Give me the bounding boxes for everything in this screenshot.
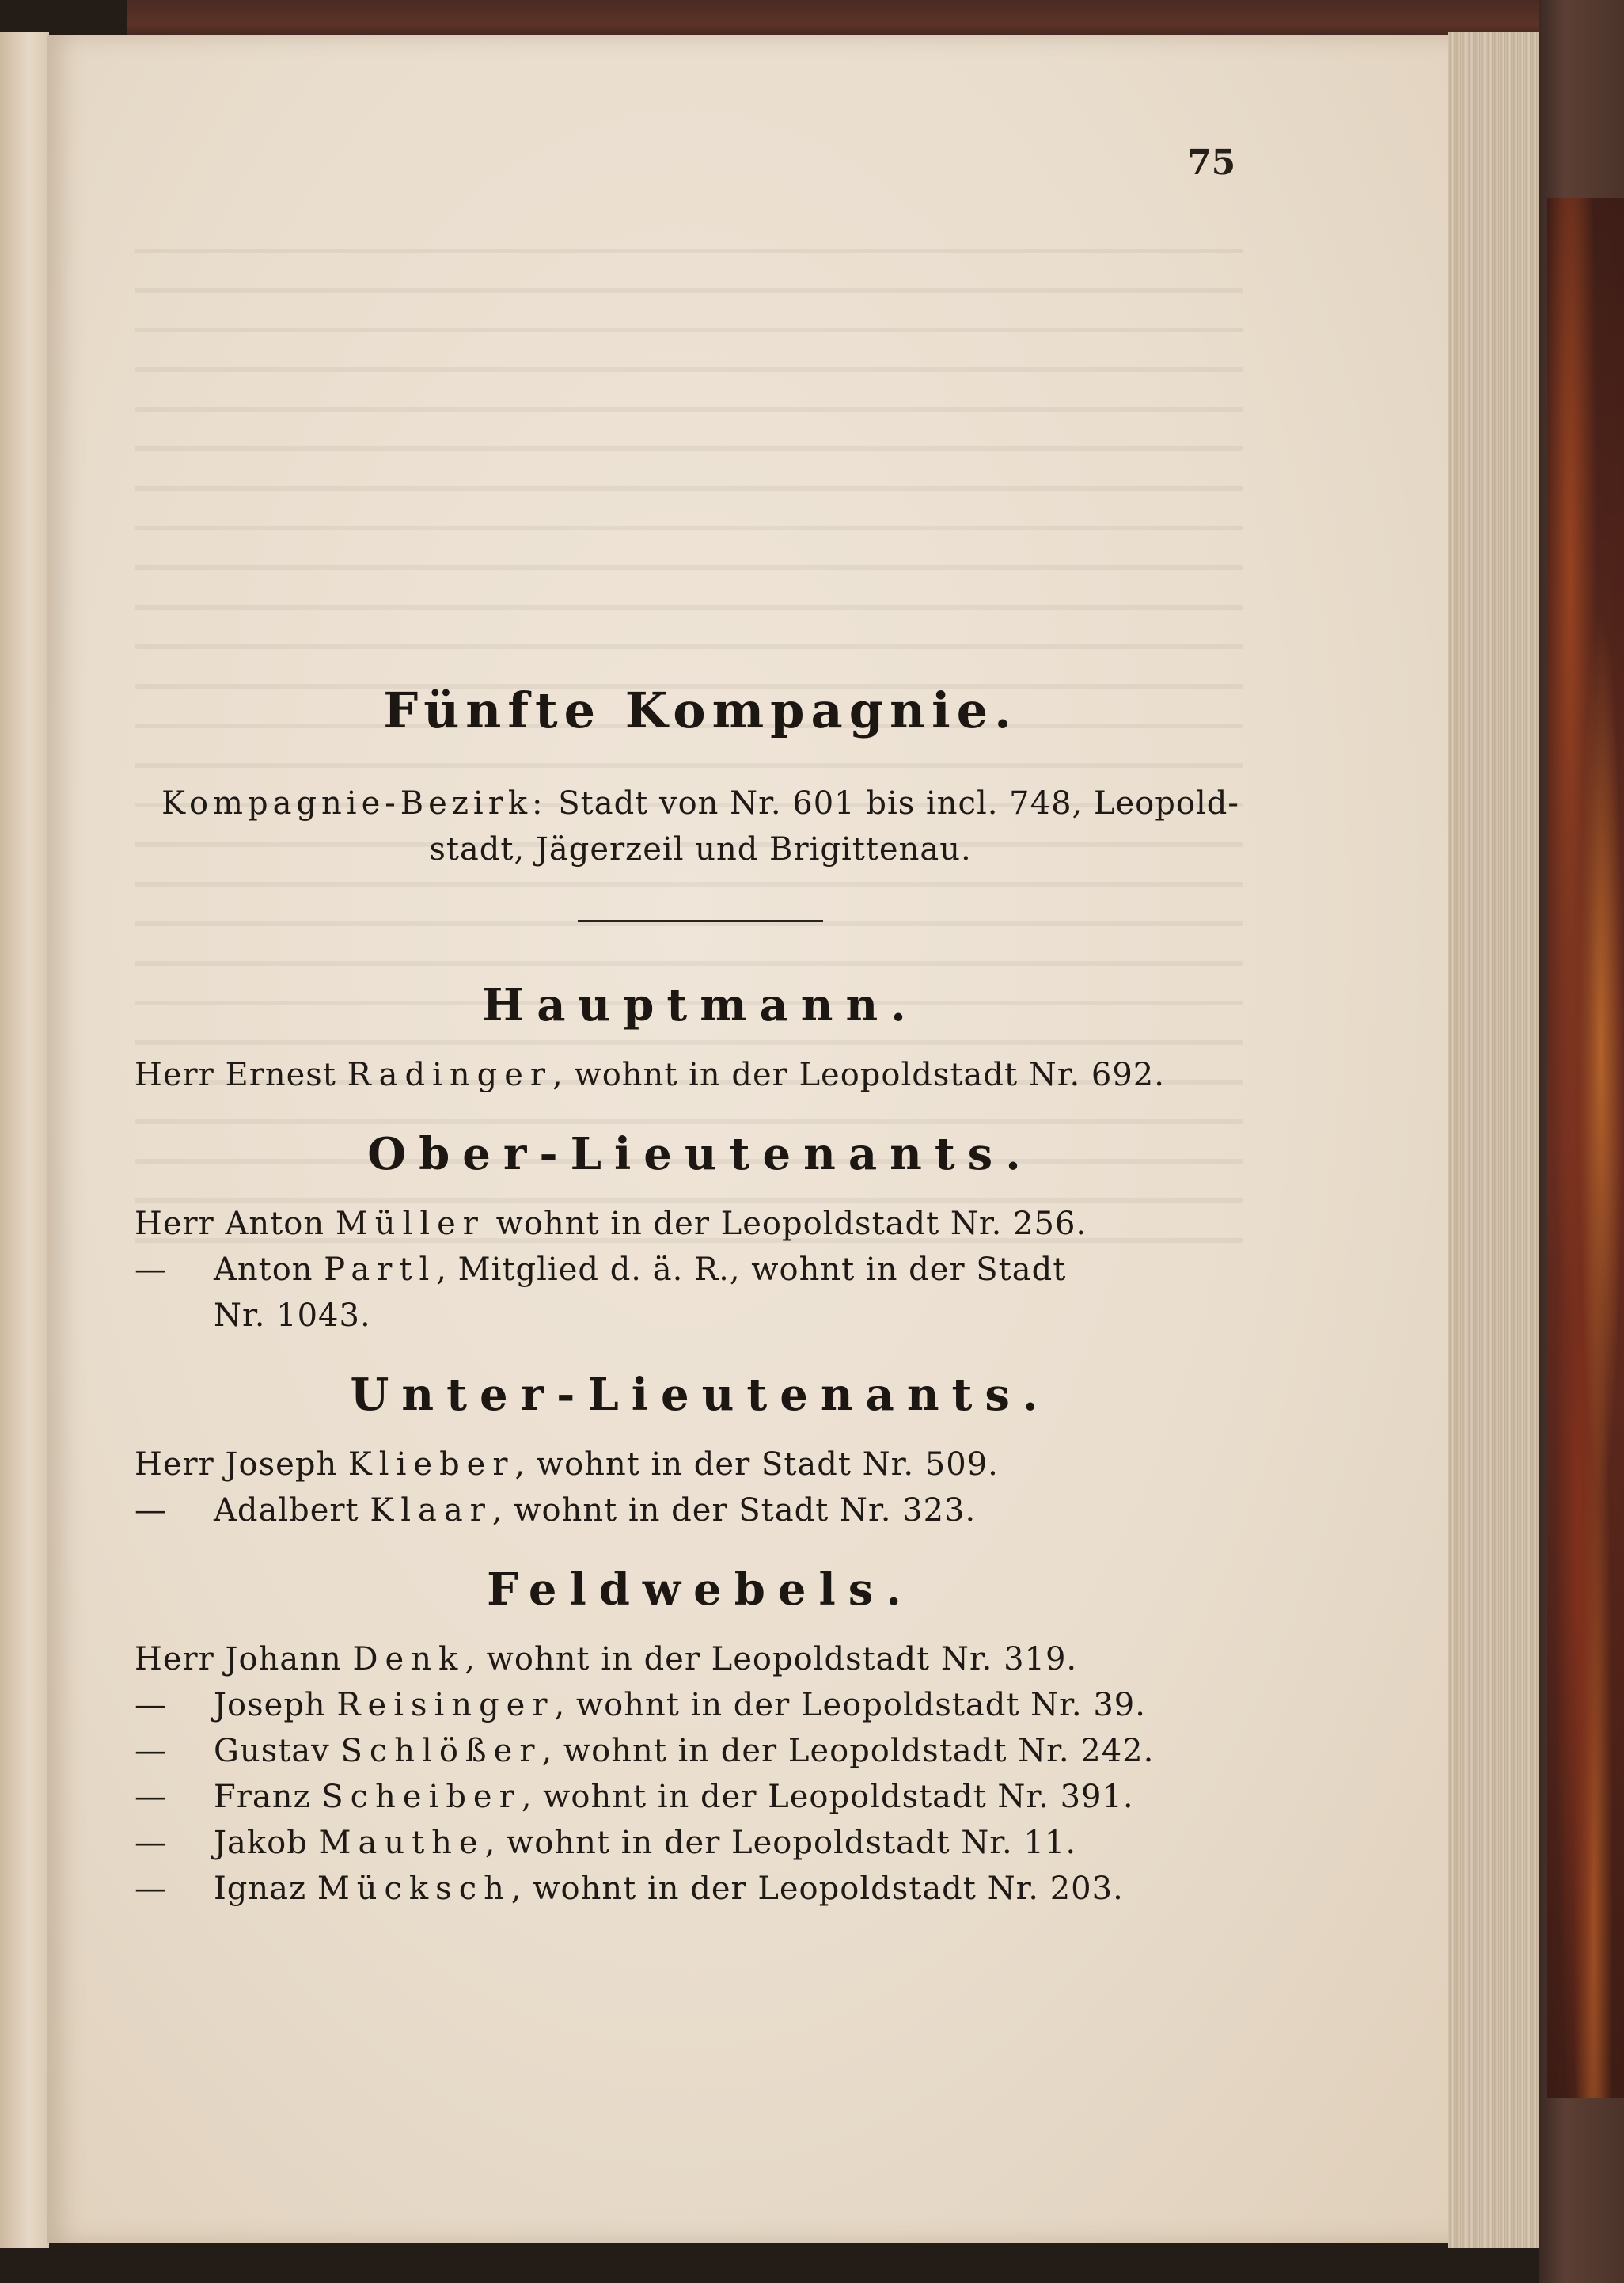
list-item (135, 1682, 1266, 1728)
list-item (135, 1728, 1266, 1774)
list-item (135, 1247, 1266, 1293)
entry-prefix: Herr (135, 1641, 214, 1677)
entry-surname: Scheiber (321, 1779, 522, 1815)
section-heading-unter-lieutenants: Unter-Lieutenants. (350, 1369, 1051, 1421)
entry-first-name: Jakob (214, 1825, 308, 1861)
page-content (135, 681, 1266, 1912)
entry-prefix: — (135, 1825, 167, 1861)
entry-first-name: Anton (214, 1252, 313, 1288)
entry-prefix: Herr (135, 1206, 214, 1242)
list-item (135, 1866, 1266, 1912)
list-item (135, 1487, 1266, 1533)
entry-address: , wohnt in der Leopoldstadt Nr. 391. (521, 1779, 1134, 1815)
entry-first-name: Joseph (214, 1687, 326, 1723)
list-item (135, 1774, 1266, 1820)
entry-surname: Müller (335, 1206, 485, 1242)
entry-prefix: — (135, 1733, 167, 1769)
district-label: Kompagnie-Bezirk: (161, 785, 548, 822)
facing-page-edge (0, 32, 49, 2248)
entry-prefix: — (135, 1252, 167, 1288)
district-line-1: Stadt von Nr. 601 bis incl. 748, Leopold- (558, 785, 1239, 822)
entry-first-name: Franz (214, 1779, 311, 1815)
entry-address: , wohnt in der Stadt Nr. 323. (491, 1492, 977, 1529)
list-item (135, 1442, 1266, 1487)
entry-address: , wohnt in der Leopoldstadt Nr. 203. (510, 1871, 1124, 1907)
entry-address: , Mitglied d. ä. R., wohnt in der Stadt (436, 1252, 1067, 1288)
entry-surname: Radinger (347, 1057, 553, 1093)
page-edge-stack (1448, 32, 1539, 2248)
district-line-2: stadt, Jägerzeil und Brigittenau. (429, 831, 972, 868)
page-number: 75 (1187, 142, 1236, 183)
section-heading-hauptmann: Hauptmann. (482, 979, 919, 1031)
entry-surname: Mücksch (317, 1871, 511, 1907)
list-item (135, 1820, 1266, 1866)
entry-surname: Denk (352, 1641, 465, 1677)
entry-surname: Klaar (370, 1492, 492, 1529)
entry-first-name: Adalbert (214, 1492, 359, 1529)
entry-first-name: Ernest (225, 1057, 336, 1093)
list-item (135, 1636, 1266, 1682)
entry-address: , wohnt in der Leopoldstadt Nr. 39. (554, 1687, 1146, 1723)
entry-surname: Mauthe (318, 1825, 485, 1861)
entry-first-name: Joseph (225, 1446, 338, 1483)
section-heading-ober-lieutenants: Ober-Lieutenants. (367, 1128, 1034, 1180)
entry-address: , wohnt in der Leopoldstadt Nr. 11. (484, 1825, 1077, 1861)
entry-address: , wohnt in der Stadt Nr. 509. (514, 1446, 999, 1483)
entry-first-name: Ignaz (214, 1871, 307, 1907)
section-divider (578, 920, 823, 922)
entry-first-name: Anton (225, 1206, 325, 1242)
entry-surname: Reisinger (336, 1687, 555, 1723)
entry-address: , wohnt in der Leopoldstadt Nr. 319. (465, 1641, 1078, 1677)
list-item (135, 1201, 1266, 1247)
entry-prefix: Herr (135, 1446, 214, 1483)
entry-address: , wohnt in der Leopoldstadt Nr. 692. (552, 1057, 1165, 1093)
entry-surname: Schlößer (340, 1733, 542, 1769)
entry-address: , wohnt in der Leopoldstadt Nr. 242. (541, 1733, 1155, 1769)
section-heading-feldwebels: Feldwebels. (487, 1563, 914, 1616)
entry-prefix: Herr (135, 1057, 214, 1093)
entry-prefix: — (135, 1492, 167, 1529)
entry-prefix: — (135, 1779, 167, 1815)
entry-prefix: — (135, 1687, 167, 1723)
entry-surname: Klieber (347, 1446, 515, 1483)
entry-first-name: Johann (225, 1641, 342, 1677)
entry-continuation: Nr. 1043. (214, 1297, 371, 1334)
entry-address: wohnt in der Leopoldstadt Nr. 256. (484, 1206, 1087, 1242)
entry-first-name: Gustav (214, 1733, 330, 1769)
entry-prefix: — (135, 1871, 167, 1907)
entry-surname: Partl (324, 1252, 437, 1288)
marbled-endpaper (1547, 198, 1624, 2098)
list-item (135, 1052, 1266, 1098)
company-district (135, 781, 1266, 872)
page-title: Fünfte Kompagnie. (383, 682, 1018, 739)
